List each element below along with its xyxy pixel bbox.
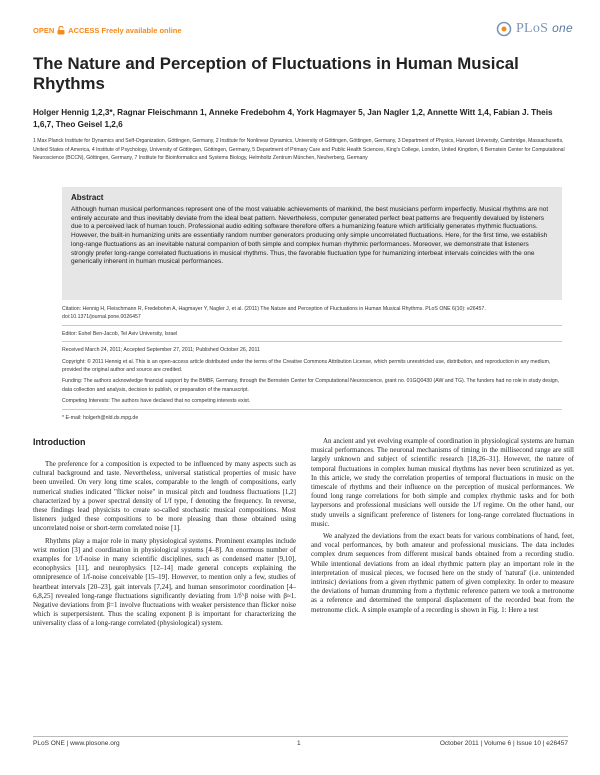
funding: Funding: The authors acknowledge financial support by the BMBF, Germany, through the Bernstein Center for Computational Neuroscience, grant no. 01GQ0430 (AW and TG). The funders had no role in study design, data collection and analysis, decision to publish, or preparation of the manuscript.: [62, 378, 560, 393]
open-access-label: OPEN: [33, 26, 55, 35]
author-list: Holger Hennig 1,2,3*, Ragnar Fleischmann 1, Anneke Fredebohm 4, York Hagmayer 5, Jan Nagler 1,2, Annette Witt 1,4, Fabian J. Theis 1,6,7, Theo Geisel 1,2,6: [33, 108, 553, 129]
paragraph: The preference for a composition is expected to be influenced by many aspects such as cultural background and taste. Nevertheless, universal statistical properties of music have been unveiled. On very long time scales, comparable to the length of compositions, early numerical studies indicated "flicker noise" in musical pitch and loudness fluctuations [1,2] characterized by a power spectral density of 1/f type, f denoting the frequency. In reverse, these findings lead physicists to create so-called stochastic musical compositions. Most listeners judged these compositions to be more pleasing than those obtained using uncorrelated noise or short-term correlated noise [1].: [33, 460, 296, 533]
affiliations: 1 Max Planck Institute for Dynamics and Self-Organization, Göttingen, Germany, 2 Institute for Nonlinear Dynamics, University of Göttingen, Göttingen, Germany, 3 Department of Physics, Harvard University, Cambridge, Massachusetts, United States of America, 4 Institute of Psychology, University of Göttingen, Göttingen, Germany, 5 Department of Primary Care and Public Health Sciences, King's College, London, United Kingdom, 6 Bernstein Center for Computational Neuroscience (BCCN), Göttingen, Germany, 7 Institute for Bioinformatics and Systems Biology, Helmholtz Zentrum München, Neuherberg, Germany: [33, 138, 565, 162]
abstract-box: [62, 187, 562, 300]
page-number: 1: [297, 740, 301, 747]
access-label: ACCESS Freely available online: [68, 26, 182, 35]
open-lock-icon: [57, 26, 65, 35]
journal-header: [33, 21, 573, 44]
plos-logo-icon: [496, 21, 512, 37]
paragraph: Rhythms play a major role in many physiological systems. Prominent examples include wrist motion [3] and coordination in physiological systems [4–8]. An enormous number of examples for 1/f-noise in many scientific disciplines, such as condensed matter [9,10], econophysics [11], and neurophysics [12–14] made general concepts explaining the omnipresence of 1/f-noise conceivable [15–19]. However, to mention only a few, studies of heartbeat intervals [20–23], gait intervals [7,24], and human sensorimotor coordination [4–6,8,25] revealed long-range fluctuations significantly deviating from 1/f^β noise with β≈1. Negative deviations from β=1 involve fluctuations with weaker persistence than flicker noise which is superpersistent. Thus the scaling exponent β is important for characterizing the universality class of a long-range correlated (physiological) system.: [33, 536, 296, 628]
divider: [62, 325, 562, 326]
logo-wordmark: PLoS one: [515, 21, 573, 37]
issue-info: October 2011 | Volume 6 | Issue 10 | e26457: [439, 740, 568, 747]
competing-interests: Competing Interests: The authors have declared that no competing interests exist.: [62, 398, 251, 405]
article-title: The Nature and Perception of Fluctuations in Human Musical Rhythms: [33, 54, 519, 93]
plos-one-logo: [496, 20, 573, 42]
left-column: [33, 460, 296, 632]
divider: [62, 341, 562, 342]
editor: Editor: Eshel Ben-Jacob, Tel Aviv University, Israel: [62, 330, 178, 337]
copyright: Copyright: © 2011 Hennig et al. This is an open-access article distributed under the terms of the Creative Commons Attribution License, which permits unrestricted use, distribution, and reproduction in any medium, provided the original author and source are credited.: [62, 358, 551, 374]
open-access-badge: [33, 26, 182, 35]
introduction-heading: Introduction: [33, 437, 86, 447]
citation: Citation: Hennig H, Fleischmann R, Fredebohm A, Hagmayer Y, Nagler J, et al. (2011) The Nature and Perception of Fluctuations in Human Musical Rhythms. PLoS ONE 6(10): e26457. doi:10.1371/journal.pone.0026457: [62, 306, 486, 321]
article-metadata: [62, 305, 562, 425]
abstract-text: Although human musical performances represent one of the most valuable achievements of mankind, the best musicians perform imperfectly. Musical rhythms are not entirely accurate and thus inevitably deviate from the ideal beat pattern. Nevertheless, computer generated perfect beat patterns are frequently devalued by listeners due to a perceived lack of human touch. Professional audio editing software therefore offers a humanizing feature which artificially generates rhythmic fluctuations. However, the built-in humanizing units are essentially random number generators producing only simple uncorrelated fluctuations. Here, for the first time, we establish long-range fluctuations as an inevitable natural companion of both simple and complex human rhythmic performances. Moreover, we demonstrate that listeners strongly prefer long-range correlated fluctuations in musical rhythms. Thus, the favorable fluctuation type for humanizing interbeat intervals coincides with the one generically inherent in human musical performances.: [71, 206, 549, 266]
footer-rule: [33, 736, 568, 737]
dates: Received March 24, 2011; Accepted September 27, 2011; Published October 26, 2011: [62, 347, 260, 354]
page-footer: [33, 736, 568, 750]
right-column: [311, 437, 574, 618]
journal-url[interactable]: PLoS ONE | www.plosone.org: [33, 740, 120, 747]
paragraph: We analyzed the deviations from the exact beats for various combinations of hand, feet, and vocal performances, by both amateur and professional musicians. The data includes complex drum sequences from different musical bands obtained from a recording studio. While intentional deviations from an ideal rhythmic pattern play an important role in the interpretation of musical pieces, we focused here on the study of 'natural' (i.e. unintended intrinsic) deviations from a given rhythmic pattern of given complexity. In order to measure the deviations of human drumming from a rhythmic reference pattern we took a metronome as a reference and determined the temporal displacement of the recorded beat from the metronome click. A simple example of a recording is shown in Fig. 1: Here a test: [311, 532, 574, 614]
divider: [62, 409, 562, 410]
email-link[interactable]: * E-mail: holgerh@nld.ds.mpg.de: [62, 414, 139, 421]
abstract-heading: Abstract: [71, 193, 104, 202]
paragraph: An ancient and yet evolving example of coordination in physiological systems are human musical performances. The neuronal mechanisms of timing in the millisecond range are still largely unknown and subject of scientific research [18,26–31]. However, the nature of temporal fluctuations in complex human musical rhythms has never been scrutinized as yet. In this article, we study the correlation properties of temporal fluctuations in music on the timescale of rhythms and their influence on the perception of musical performances. We found long range correlations for both simple and complex rhythmic tasks and for both laypersons and professional musicians well outside the 1/f regime. On the other hand, our study unveils a significant preference of listeners for long-range correlated fluctuations in music.: [311, 437, 574, 528]
